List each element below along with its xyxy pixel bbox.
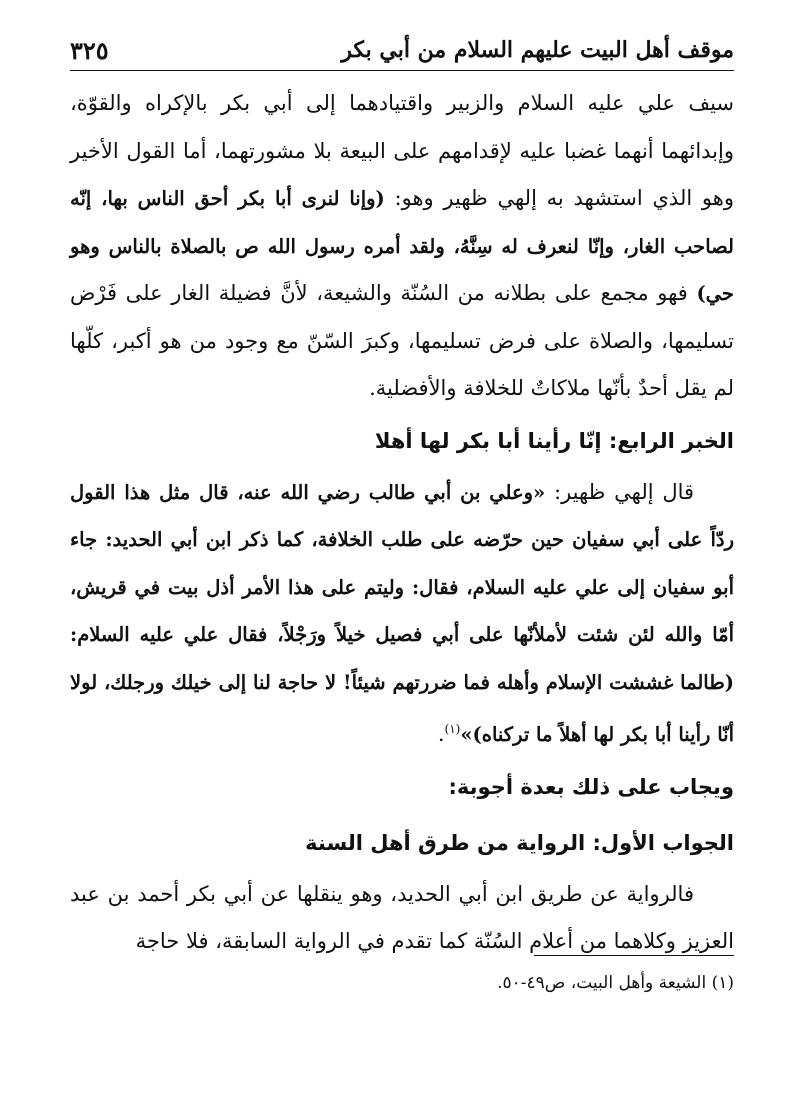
footnote-reference[interactable]: (١) [444, 722, 461, 736]
paragraph-1-quote: (وإنا لنرى أبا بكر أحق الناس بها، إنّه لصاحب الغار، وإنّا لنعرف له سِنَّهُ، ولقد أمره رسول الله ص بالصلاة بالناس وهو حي) [70, 187, 734, 305]
paragraph-3: فالرواية عن طريق ابن أبي الحديد، وهو ينقلها عن أبي بكر أحمد بن عبد العزيز وكلاهما من أعلام السُنّة كما تقدم في الرواية السابقة، فلا حاجة [70, 881, 734, 953]
page-header [70, 30, 734, 71]
body-text [70, 80, 734, 966]
paragraph-2-intro: قال إلهي ظهير: [554, 479, 695, 504]
section-heading-fourth-report: الخبر الرابع: إنّا رأينا أبا بكر لها أهلا [374, 428, 734, 453]
footnote-divider [534, 955, 734, 956]
paragraph-2: قال إلهي ظهير: «وعلي بن أبي طالب رضي الله عنه، قال مثل هذا القول ردّاً على أبي سفيان حين حرّضه على طلب الخلافة، كما ذكر ابن أبي الحديد: جاء أبو سفيان إلى علي عليه السلام، فقال: وليتم على هذا الأمر أذل بيت في قريش، أمّا والله لئن شئت لأملأنّها على أبي فصيل خيلاً ورَجْلاً، فقال علي عليه السلام: (طالما غششت الإسلام وأهله فما ضررتهم شيئاً! لا حاجة لنا إلى خيلك ورجلك، لولا أنّا رأينا أبا بكر لها أهلاً ما تركناه)»$^{(١)}$. [70, 479, 734, 746]
section-heading-first-answer: الجواب الأول: الرواية من طرق أهل السنة [305, 830, 734, 855]
paragraph-1-text: سيف علي عليه السلام والزبير واقتيادهما إلى أبي بكر بالإكراه والقوّة، وإبدائهما أنهما غضبا عليه لإقدامهم على البيعة بلا مشورتهما، أما القول الأخير وهو الذي استشهد به إلهي ظهير وهو: [70, 91, 734, 210]
paragraph-2-quote: «وعلي بن أبي طالب رضي الله عنه، قال مثل هذا القول ردّاً على أبي سفيان حين حرّضه على طلب الخلافة، كما ذكر ابن أبي الحديد: جاء أبو سفيان إلى علي عليه السلام، فقال: وليتم على هذا الأمر أذل بيت في قريش، أمّا والله لئن شئت لأملأنّها على أبي فصيل خيلاً ورَجْلاً، فقال علي عليه السلام: (طالما غششت الإسلام وأهله فما ضررتهم شيئاً! لا حاجة لنا إلى خيلك ورجلك، لولا أنّا رأينا أبا بكر لها أهلاً ما تركناه)» [70, 480, 734, 746]
page-number: ٣٢٥ [70, 35, 109, 65]
footnote: (١) الشيعة وأهل البيت، ص٤٩-٥٠. [497, 973, 734, 993]
paragraph-1 [70, 80, 734, 413]
running-title: موقف أهل البيت عليهم السلام من أبي بكر [341, 37, 734, 63]
section-heading-answers: ويجاب على ذلك بعدة أجوبة: [448, 774, 734, 799]
paragraph-1-rest: فهو مجمع على بطلانه من السُنّة والشيعة، لأنَّ فضيلة الغار على فَرْض تسليمها، والصلاة على فرض تسليمها، وكبرَ السّنّ مع وجود من هو أكبر، كلّها لم يقل أحدٌ بأنّها ملاكاتٌ للخلافة والأفضلية. [70, 281, 734, 400]
